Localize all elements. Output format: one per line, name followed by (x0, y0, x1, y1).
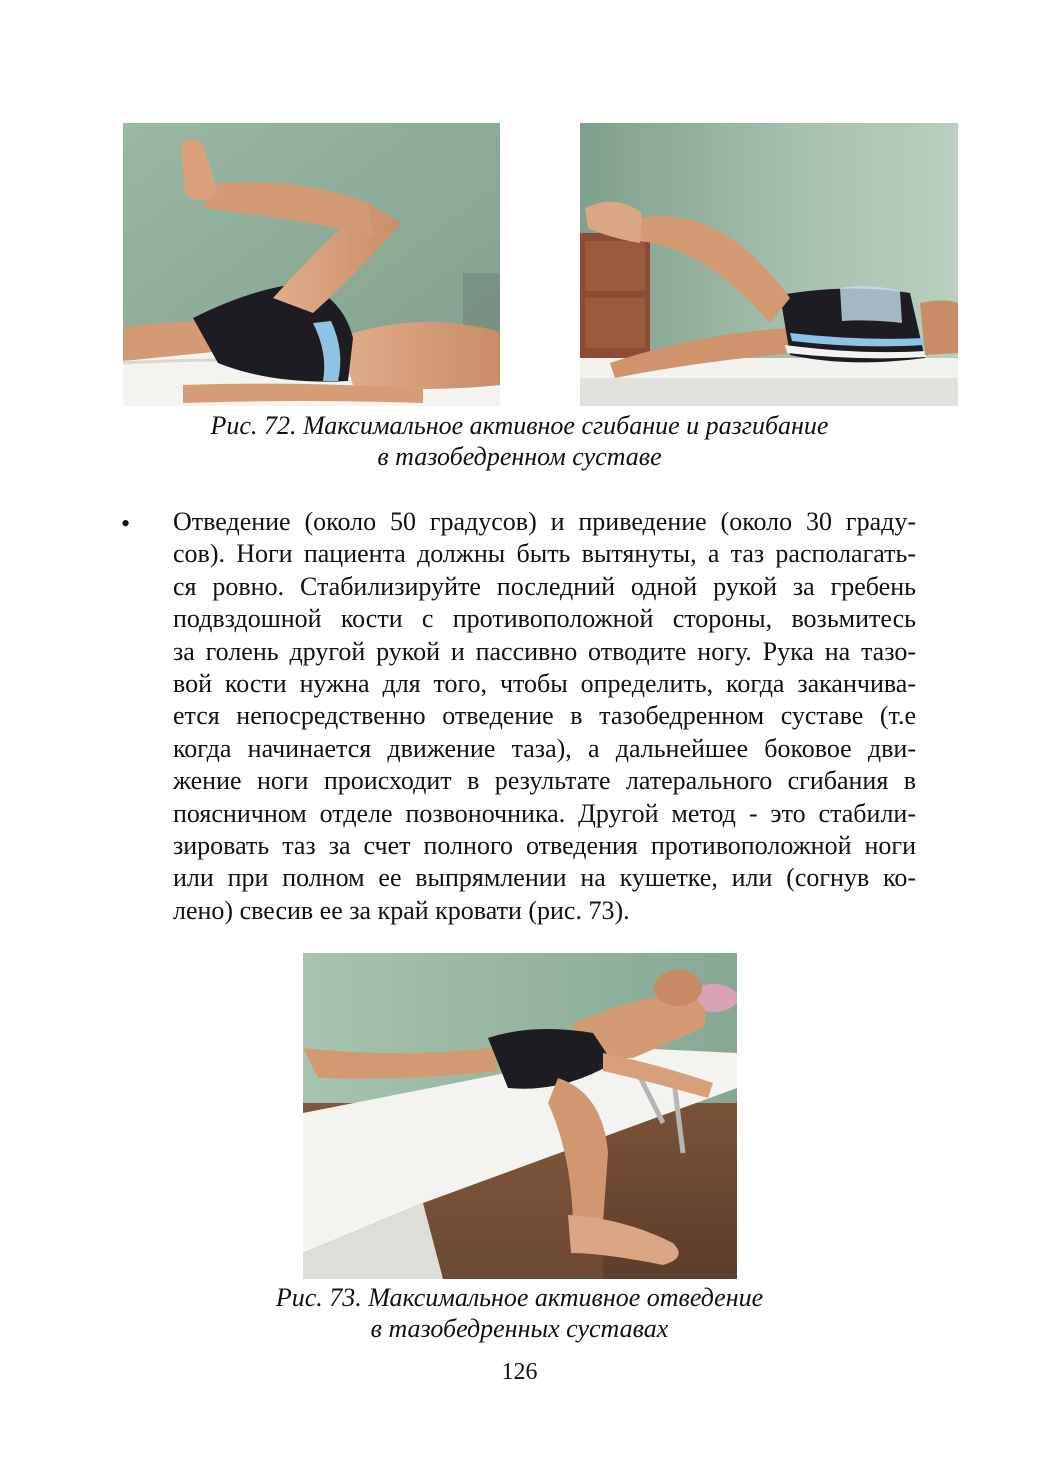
body-line: жение ноги происходит в результате латерального сгибания в (173, 766, 916, 796)
figure-73-photo-abduction (303, 953, 737, 1279)
figure-73-photo-abduction-drawing (303, 953, 737, 1279)
body-line: поясничном отделе позвоночника. Другой метод - это стабили- (173, 798, 916, 828)
figure-72-photo-flexion-drawing (123, 123, 500, 406)
body-line: сов). Ноги пациента должны быть вытянуты, а таз располагать- (173, 539, 916, 569)
figure-72-caption (0, 410, 1039, 472)
figure-73-caption-line-2: в тазобедренных суставах (370, 1314, 669, 1343)
figure-72-photo-flexion (123, 123, 500, 406)
bullet-marker: • (121, 509, 131, 538)
figure-72-caption-line-1: Рис. 72. Максимальное активное сгибание и разгибание (210, 411, 829, 440)
figure-72-photo-extension (580, 123, 958, 406)
figure-72-caption-line-2: в тазобедренном суставе (377, 442, 662, 471)
body-line: или при полном ее выпрямлении на кушетке, или (согнув ко- (173, 863, 916, 893)
body-line: когда начинается движение таза), а дальнейшее боковое дви- (173, 733, 916, 763)
page-number: 126 (501, 1359, 538, 1385)
body-line: Отведение (около 50 градусов) и приведение (около 30 граду- (173, 507, 916, 536)
body-line: ется непосредственно отведение в тазобедренном суставе (т.е (173, 701, 916, 731)
figure-73-caption (0, 1282, 1039, 1344)
body-line: вой кости нужна для того, чтобы определить, когда заканчива- (173, 668, 916, 698)
figure-73-caption-line-1: Рис. 73. Максимальное активное отведение (275, 1283, 764, 1312)
body-line: ся ровно. Стабилизируйте последний одной рукой за гребень (173, 571, 916, 601)
body-line: подвздошной кости с противоположной стороны, возьмитесь (173, 604, 916, 634)
body-line: за голень другой рукой и пассивно отводите ногу. Рука на тазо- (173, 636, 916, 666)
figure-72-photo-extension-drawing (580, 123, 958, 406)
body-line-last: лено) свесив ее за край кровати (рис. 73). (173, 895, 630, 925)
body-paragraph (173, 506, 916, 927)
body-line: зировать таз за счет полного отведения противоположной ноги (173, 830, 916, 860)
